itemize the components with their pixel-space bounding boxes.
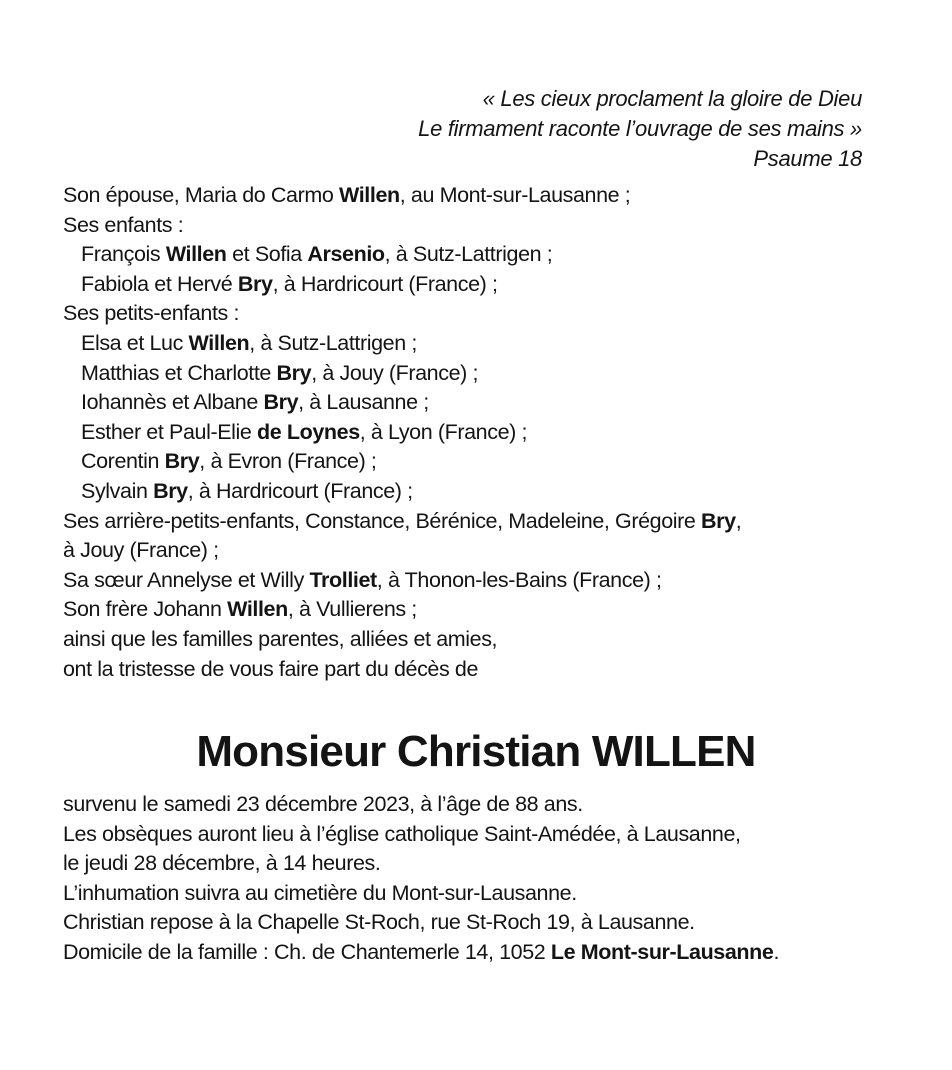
spouse-line: Son épouse, Maria do Carmo Willen, au Mont-sur-Lausanne ; (63, 183, 631, 207)
grandchild-line: Esther et Paul-Elie de Loynes, à Lyon (France) ; (81, 419, 528, 444)
relatives-line: ainsi que les familles parentes, alliées et amies, (63, 626, 498, 651)
epigraph-source: Psaume 18 (753, 146, 862, 171)
grandchild-line: Matthias et Charlotte Bry, à Jouy (France) ; (81, 360, 479, 385)
deceased-name: Monsieur Christian WILLEN (196, 727, 756, 776)
epigraph-line-1: « Les cieux proclament la gloire de Dieu (482, 86, 862, 111)
grandchild-line: Iohannès et Albane Bry, à Lausanne ; (81, 390, 429, 415)
brother-line: Son frère Johann Willen, à Vullierens ; (63, 597, 417, 622)
child-line: François Willen et Sofia Arsenio, à Sutz-Lattrigen ; (81, 242, 553, 267)
rest-place-line: Christian repose à la Chapelle St-Roch, rue St-Roch 19, à Lausanne. (63, 910, 695, 935)
funeral-line-1: Les obsèques auront lieu à l’église catholique Saint-Amédée, à Lausanne, (63, 821, 741, 846)
family-list (63, 181, 741, 684)
grandchild-line: Corentin Bry, à Evron (France) ; (81, 449, 377, 474)
sister-line: Sa sœur Annelyse et Willy Trolliet, à Thonon-les-Bains (France) ; (63, 567, 662, 592)
epigraph-line-2: Le firmament raconte l’ouvrage de ses mains » (418, 116, 862, 141)
great-grandchildren-line: Ses arrière-petits-enfants, Constance, Bérénice, Madeleine, Grégoire Bry, (63, 508, 742, 533)
funeral-details (63, 790, 779, 968)
grandchild-line: Sylvain Bry, à Hardricourt (France) ; (81, 478, 413, 503)
death-date-line: survenu le samedi 23 décembre 2023, à l’âge de 88 ans. (63, 792, 583, 816)
epigraph-quote (418, 84, 862, 174)
great-grandchildren-line-cont: à Jouy (France) ; (63, 538, 219, 563)
burial-line: L’inhumation suivra au cimetière du Mont-sur-Lausanne. (63, 880, 577, 905)
child-line: Fabiola et Hervé Bry, à Hardricourt (France) ; (81, 271, 498, 296)
funeral-line-2: le jeudi 28 décembre, à 14 heures. (63, 851, 381, 876)
announcement-line: ont la tristesse de vous faire part du décès de (63, 656, 479, 681)
grandchildren-heading: Ses petits-enfants : (63, 301, 240, 326)
children-heading: Ses enfants : (63, 212, 184, 237)
domicile-line: Domicile de la famille : Ch. de Chantemerle 14, 1052 Le Mont-sur-Lausanne. (63, 939, 780, 964)
grandchild-line: Elsa et Luc Willen, à Sutz-Lattrigen ; (81, 330, 417, 355)
